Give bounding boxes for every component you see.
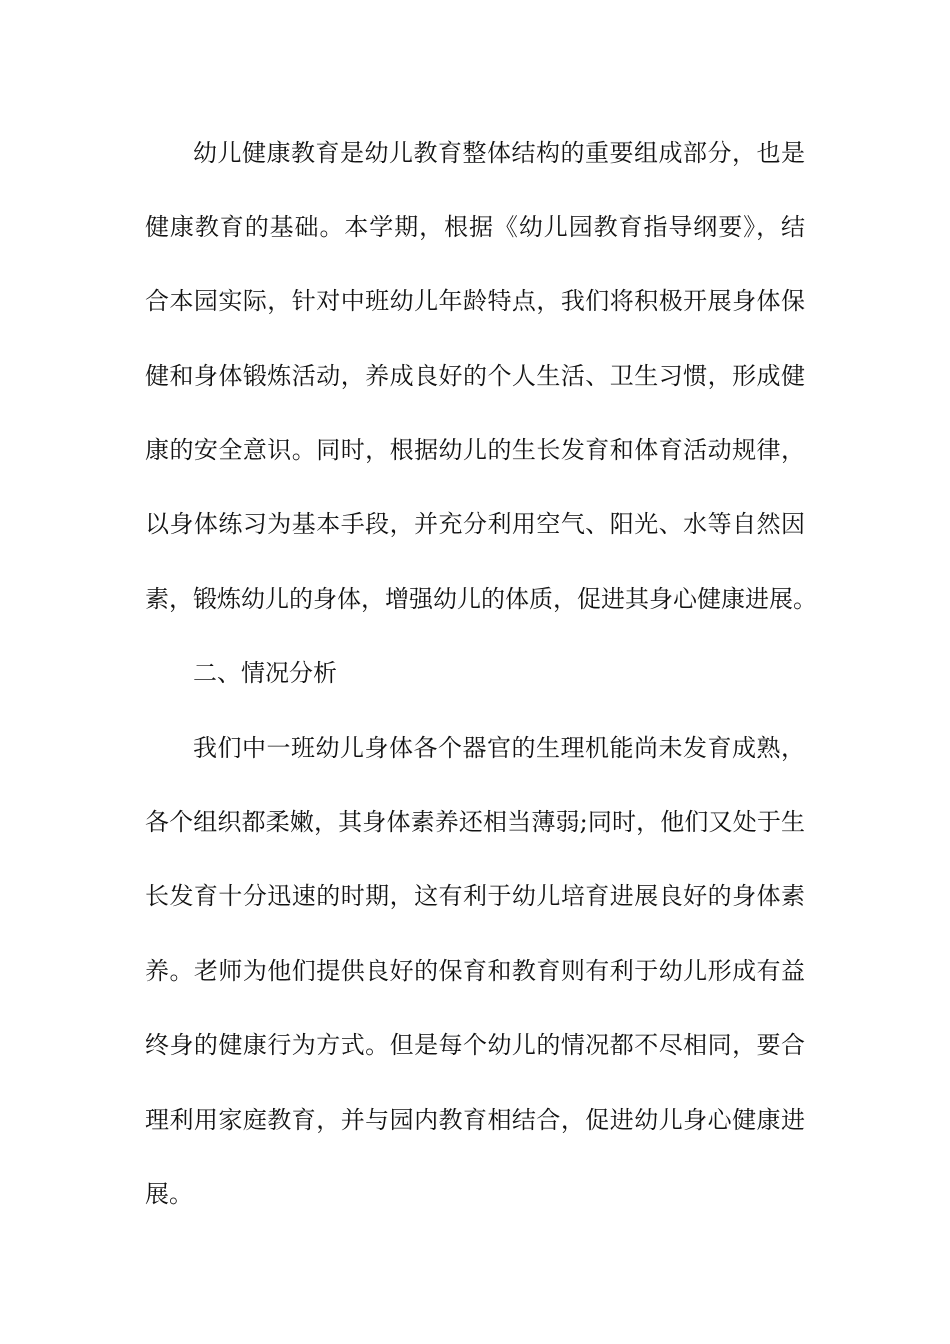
paragraph-2-line-4: 养。老师为他们提供良好的保育和教育则有利于幼儿形成有益 [145,957,805,985]
paragraph-2-line-3: 长发育十分迅速的时期，这有利于幼儿培育进展良好的身体素 [145,882,805,910]
paragraph-2-line-7: 展。 [145,1180,193,1208]
paragraph-2-line-2: 各个组织都柔嫩，其身体素养还相当薄弱;同时，他们又处于生 [145,808,805,836]
paragraph-1-line-7: 素，锻炼幼儿的身体，增强幼儿的体质，促进其身心健康进展。 [145,585,817,613]
paragraph-1-line-6: 以身体练习为基本手段，并充分利用空气、阳光、水等自然因 [145,510,805,538]
paragraph-1-line-2: 健康教育的基础。本学期，根据《幼儿园教育指导纲要》，结 [145,213,805,241]
paragraph-1-line-3: 合本园实际，针对中班幼儿年龄特点，我们将积极开展身体保 [145,287,805,315]
paragraph-1-line-4: 健和身体锻炼活动，养成良好的个人生活、卫生习惯，形成健 [145,362,805,390]
paragraph-2-line-5: 终身的健康行为方式。但是每个幼儿的情况都不尽相同，要合 [145,1031,805,1059]
section-heading: 二、情况分析 [193,659,337,687]
paragraph-1-line-1: 幼儿健康教育是幼儿教育整体结构的重要组成部分，也是 [193,139,805,167]
paragraph-2-line-6: 理利用家庭教育，并与园内教育相结合，促进幼儿身心健康进 [145,1106,805,1134]
paragraph-1-line-5: 康的安全意识。同时，根据幼儿的生长发育和体育活动规律， [145,436,805,464]
paragraph-2-line-1: 我们中一班幼儿身体各个器官的生理机能尚未发育成熟， [193,734,805,762]
